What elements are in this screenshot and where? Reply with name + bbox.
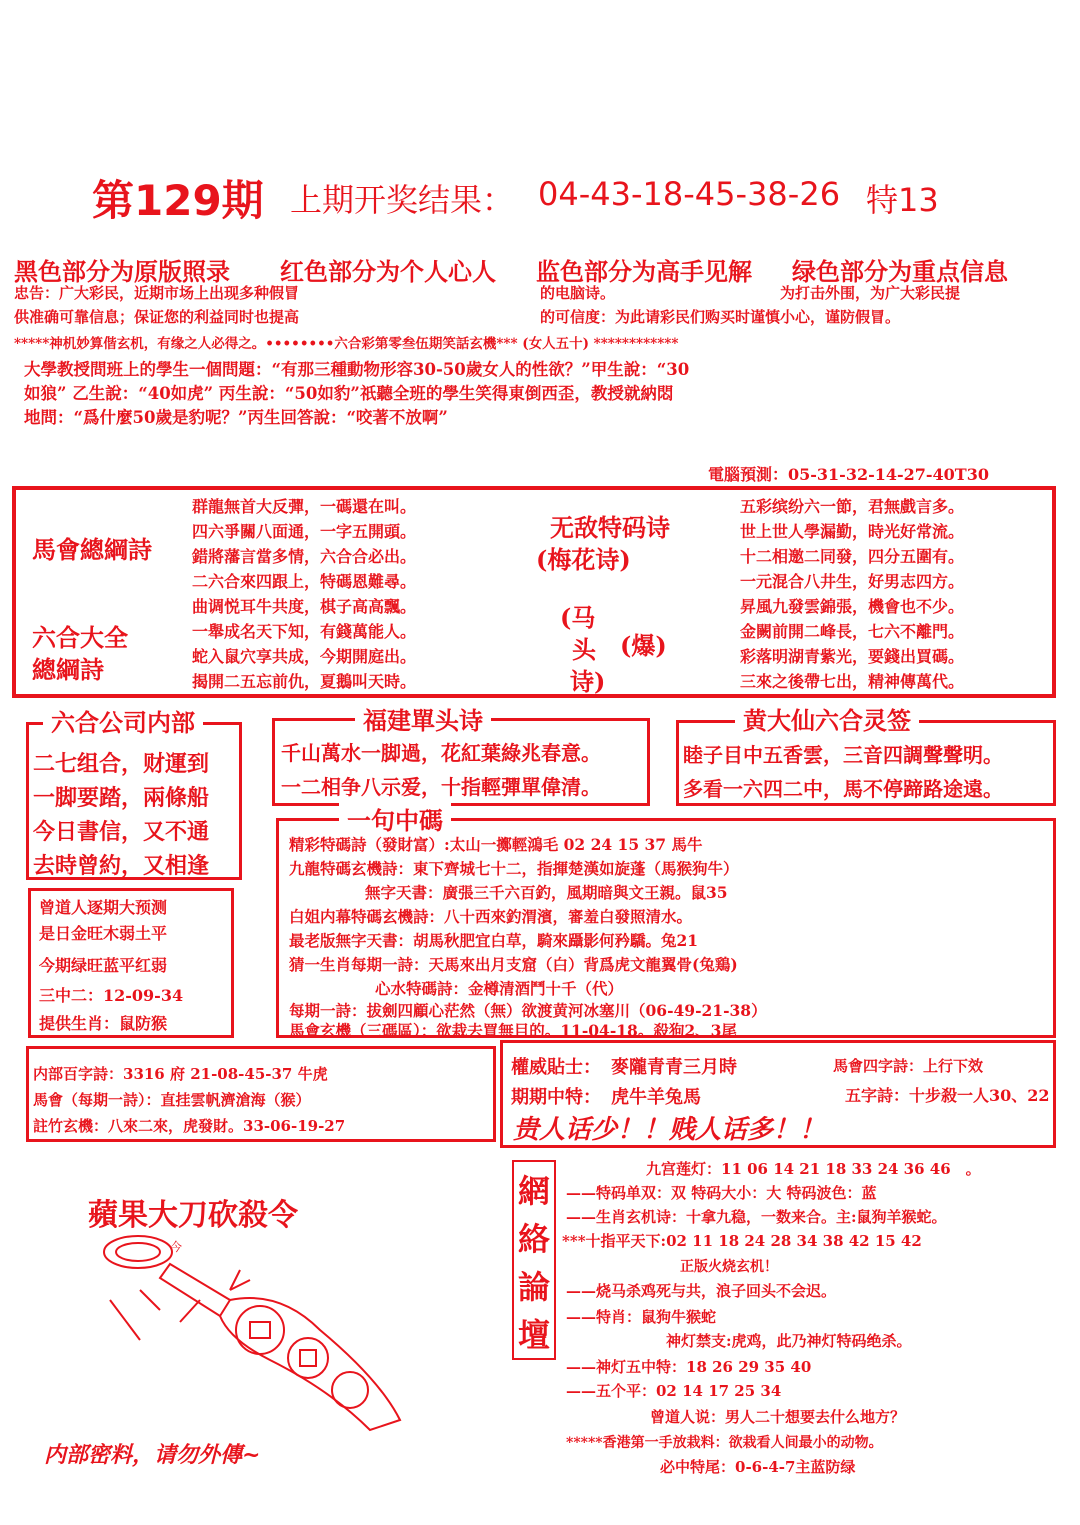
company-title: 六合公司内部	[43, 703, 203, 738]
forum-title-char: 網	[518, 1172, 551, 1210]
company-line: 一脚要踏，兩條船	[33, 785, 210, 811]
huangdaxian-line1: 睦子目中五香雲，三音四調聲聲明。	[683, 743, 1003, 767]
last-result-label: 上期开奖结果：	[290, 181, 515, 219]
poem-title-main: 馬會總綱詩	[32, 535, 152, 564]
poem-mid-title: 无敌特码诗	[550, 513, 670, 542]
poem-left-line: 群龍無首大反彈，一碼還在叫。	[192, 497, 417, 516]
yiju-line: 精彩特碼詩（發財富）:太山一擲輕鴻毛 02 24 15 37 馬牛	[289, 835, 703, 854]
forum-line: ——特码单双：双 特码大小：大 特码波色：蓝	[566, 1184, 877, 1202]
warning-line2-left: 供准确可靠信息；保证您的利益同时也提高	[14, 308, 300, 326]
apple-small-text: 今	[170, 1240, 183, 1254]
forum-line: 正版火烧玄机！	[680, 1259, 778, 1275]
forum-line: ——特肖：鼠狗牛猴蛇	[566, 1308, 717, 1326]
huangdaxian-title: 黄大仙六合灵签	[735, 701, 919, 736]
fujian-box	[272, 706, 650, 806]
forum-title-box	[512, 1160, 556, 1360]
tips-line2-a: 期期中特：	[511, 1087, 601, 1108]
special-number: 特13	[866, 181, 939, 219]
tips-line2-c: 五字詩：十步殺一人30、22	[845, 1086, 1050, 1105]
daoren-line1: 是日金旺木弱土平	[39, 924, 168, 943]
legend-green: 绿色部分为重点信息	[792, 257, 1008, 286]
fujian-line1: 千山萬水一脚過，花紅葉綠兆春意。	[281, 741, 601, 765]
daoren-title: 曾道人逐期大预测	[39, 898, 168, 917]
yiju-line: 猜一生肖每期一詩：天馬來出月支窟（白）背爲虎文龍翼骨(兔鶏)	[289, 955, 738, 974]
poem-left-line: 一舉成名天下知，有錢萬能人。	[192, 622, 417, 641]
company-line: 二七组合，财運到	[33, 751, 210, 777]
issue-number: 第129期	[92, 176, 264, 225]
last-result-numbers: 04-43-18-45-38-26	[538, 175, 841, 213]
legend-blue: 监色部分为高手见解	[536, 257, 752, 286]
joke-line1: *****神机妙算偕玄机，有缘之人必得之。••••••••六合彩第零叁伍期笑話玄機*** (女人五十) ************	[14, 336, 679, 352]
forum-title-char: 論	[518, 1268, 551, 1306]
company-box	[26, 708, 242, 880]
joke-line2: 大學教授問班上的學生一個問題：“有那三種動物形容30-50歲女人的性欲？”甲生說：“30	[24, 360, 690, 379]
poem-left-lines	[192, 494, 532, 694]
forum-line: ——神灯五中特：18 26 29 35 40	[566, 1358, 812, 1376]
internal-line2: 馬會（每期一詩）：直挂雲帆濟滄海（猴）	[33, 1091, 311, 1109]
tips-line3: 贵人话少！！贱人话多！！	[513, 1115, 826, 1145]
poem-left-line: 蛇入鼠穴享共成，今期開庭出。	[192, 647, 417, 666]
forum-line: 必中特尾：0-6-4-7主蓝防绿	[660, 1458, 856, 1476]
daoren-line4: 提供生肖：鼠防猴	[39, 1014, 168, 1033]
forum-line: 神灯禁支:虎鸡，此乃神灯特码绝杀。	[666, 1332, 912, 1350]
poem-mid-poem-a: (马	[560, 603, 596, 632]
daoren-box	[28, 888, 234, 1038]
forum-line: *****香港第一手放栽料：欲栽看人间最小的动物。	[566, 1435, 883, 1451]
warning-line2-mid: 的可信度：为此请彩民们购买时谨慎小心，谨防假冒。	[540, 308, 901, 326]
yiju-line: 最老版無字天書：胡馬秋肥宜白草，騎來躡影何矜驕。兔21	[289, 931, 699, 950]
apple-footer: 内部密料，请勿外傳~	[44, 1442, 261, 1468]
forum-title-char: 壇	[518, 1316, 551, 1354]
tips-line2-b: 虎牛羊兔馬	[611, 1087, 701, 1108]
poem-right-line: 五彩缤纷六一節，君無戲言多。	[740, 497, 965, 516]
poem-title-liuhe: 六合大全	[32, 623, 128, 652]
poem-left-line: 錯將藩言當多情，六合合必出。	[192, 547, 417, 566]
legend-red: 红色部分为个人心人	[280, 257, 496, 286]
poem-box	[12, 486, 1056, 698]
yiju-line: 九龍特碼玄機詩：東下齊城七十二，指揮楚漢如旋蓬（馬猴狗牛）	[289, 859, 739, 878]
yiju-box	[276, 806, 1056, 1040]
company-line: 今日書信，又不通	[33, 819, 210, 845]
poem-mid-poem-c: (爆)	[620, 631, 667, 660]
poem-right-line: 三來之後帶七出，精神傳萬代。	[740, 672, 965, 691]
poem-right-line: 金闕前開二峰長，七六不離門。	[740, 622, 965, 641]
internal-box	[26, 1046, 496, 1142]
forum-line: 九宫莲灯：11 06 14 21 18 33 24 36 46 。	[646, 1160, 981, 1178]
apple-title: 蘋果大刀砍殺令	[88, 1198, 298, 1233]
warning-line1-mid: 的电脑诗。	[540, 284, 616, 302]
company-line: 去時曾約，又相逢	[33, 853, 210, 879]
huangdaxian-box	[676, 706, 1056, 806]
poem-mid-poem-b: 头	[572, 635, 596, 664]
tips-box	[500, 1040, 1056, 1148]
yiju-line: 每期一詩：拔劍四顧心茫然（無）欲渡黄河冰塞川（06-49-21-38）	[289, 1001, 767, 1020]
legend-black: 黑色部分为原版照录	[14, 257, 230, 286]
fujian-title: 福建單头诗	[355, 701, 491, 736]
internal-line1: 内部百字詩：3316 府 21-08-45-37 牛虎	[33, 1065, 328, 1083]
poem-mid-poem-d: 诗)	[570, 667, 606, 696]
sword-illustration	[80, 1230, 430, 1440]
poem-left-line: 揭開二五忘前仇，夏鵝叫天時。	[192, 672, 417, 691]
forum-line: ***十指平天下:02 11 18 24 28 34 38 42 15 42	[562, 1232, 922, 1250]
forum-title-char: 絡	[518, 1220, 551, 1258]
computer-prediction: 電腦預測：05-31-32-14-27-40T30	[708, 465, 989, 484]
poem-right-line: 一元混合八井生，好男志四方。	[740, 572, 965, 591]
yiju-line: 無字天書：廣張三千六百釣，風期暗與文王親。鼠35	[365, 883, 728, 902]
poem-right-lines	[740, 494, 1050, 694]
internal-line3: 註竹玄機：八來二來，虎發財。33-06-19-27	[33, 1117, 346, 1135]
tips-line1-b: 麥隴青青三月時	[611, 1057, 737, 1078]
yiju-line: 心水特碼詩：金樽清酒鬥十千（代）	[375, 979, 624, 998]
daoren-line2: 今期绿旺蓝平红弱	[39, 956, 168, 975]
poem-mid-sub: (梅花诗)	[536, 545, 631, 574]
forum-line: 曾道人说：男人二十想要去什么地方？	[650, 1408, 906, 1426]
poem-right-line: 世上世人學漏勤，時光好常流。	[740, 522, 965, 541]
tips-line1-c: 馬會四字詩：上行下效	[833, 1057, 984, 1075]
warning-line1-right: 为打击外围，为广大彩民提	[780, 284, 961, 302]
fujian-line2: 一二相争八示爱，十指輕彈單偉清。	[281, 775, 601, 799]
poem-right-line: 彩落明湖青紫光，要錢出買碼。	[740, 647, 965, 666]
joke-line4: 地問：“爲什麼50歲是豹呢？”丙生回答說：“咬著不放啊”	[24, 408, 448, 427]
poem-right-line: 十二相邀二同發，四分五圍有。	[740, 547, 965, 566]
poem-left-line: 四六爭關八面通，一字五開頭。	[192, 522, 417, 541]
yiju-title: 一句中碼	[339, 801, 451, 836]
forum-line: ——生肖玄机诗：十拿九稳，一数来合。主:鼠狗羊猴蛇。	[566, 1208, 947, 1226]
poem-right-line: 昇風九發雲錦張，機會也不少。	[740, 597, 965, 616]
poem-left-line: 曲调悦耳牛共度，棋子高高飄。	[192, 597, 417, 616]
forum-line: ——五个平：02 14 17 25 34	[566, 1382, 782, 1400]
warning-line1-left: 忠告：广大彩民，近期市场上出现多种假冒	[14, 284, 300, 302]
joke-line3: 如狼” 乙生說：“40如虎” 丙生說：“50如豹”祇聽全班的學生笑得東倒西歪，教授就納悶	[24, 384, 674, 403]
tips-line1-a: 權威貼士：	[511, 1057, 601, 1078]
yiju-line: 馬會玄機（三碼區）：欲栽去買無目的。11-04-18。殺狗2、3尾	[289, 1021, 737, 1040]
daoren-line3: 三中二：12-09-34	[39, 986, 184, 1005]
poem-left-line: 二六合來四跟上，特碼恩難尋。	[192, 572, 417, 591]
huangdaxian-line2: 多看一六四二中，馬不停蹄路途遠。	[683, 777, 1003, 801]
poem-title-liuhe-sub: 總綱詩	[32, 655, 104, 684]
forum-line: ——烧马杀鸡死与共，浪子回头不会迟。	[566, 1282, 837, 1300]
yiju-line: 白姐内幕特碼玄機詩：八十西來釣渭濱，審羞白發照清水。	[289, 907, 693, 926]
